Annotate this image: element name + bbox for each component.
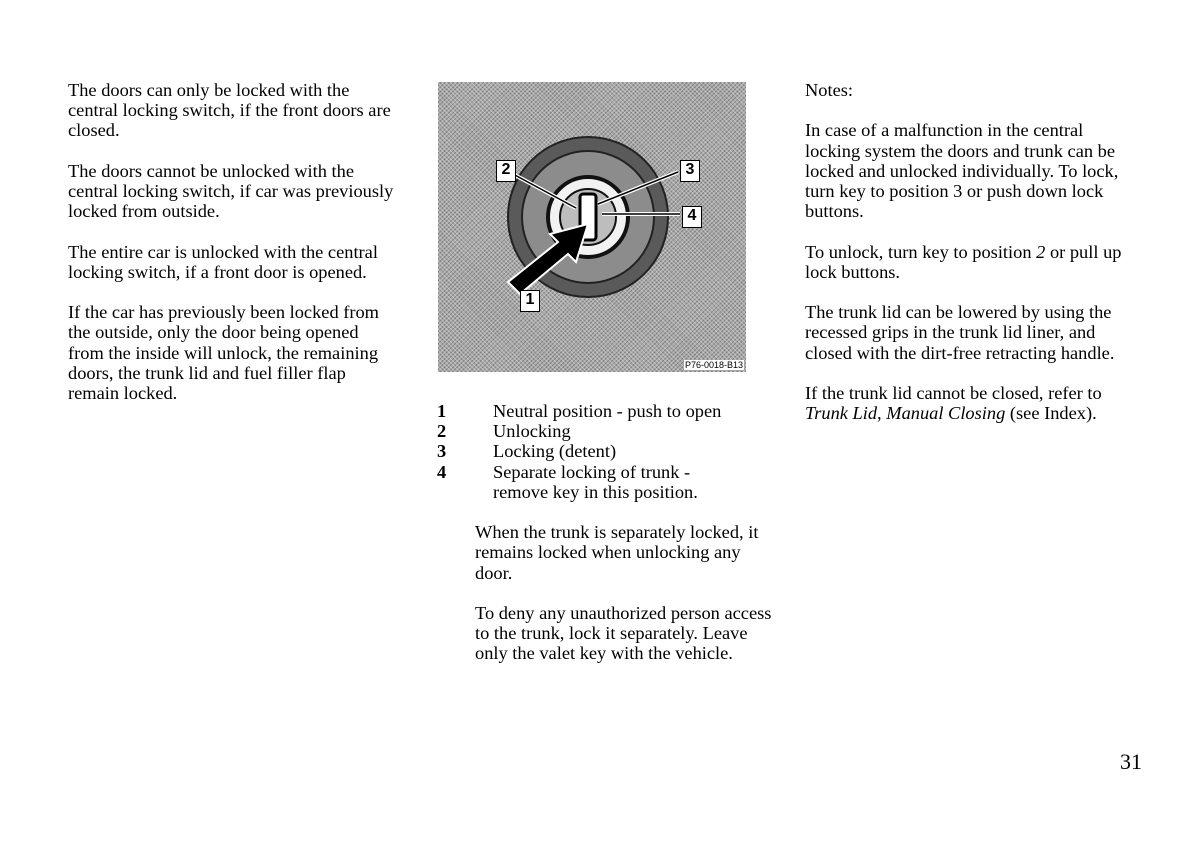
note-trunk-lowered: The trunk lid can be lowered by using the recessed grips in the trunk lid liner, and closed with the dirt-free retracting handle. <box>805 302 1115 363</box>
legend-number: 1 <box>437 401 447 421</box>
note-deny-access: To deny any unauthorized person access to the trunk, lock it separately. Leave only the valet key with the vehicle. <box>475 603 772 664</box>
legend-text: Unlocking <box>493 421 571 442</box>
middle-notes <box>475 522 775 663</box>
callout-1: 1 <box>520 290 540 312</box>
note-trunk-text-2: (see Index). <box>1005 403 1097 424</box>
figure-code: P76-0018-B13 <box>684 360 743 370</box>
legend-text: Separate locking of trunk - remove key in this position. <box>493 461 698 502</box>
paragraph-previously-locked: If the car has previously been locked from the outside, only the door being opened from the inside will unlock, the remaining doors, the trunk lid and fuel filler flap remain locked. <box>68 302 379 403</box>
paragraph-doors-unlocking: The doors cannot be unlocked with the central locking switch, if car was previously locked from outside. <box>68 160 394 222</box>
callout-3: 3 <box>680 160 700 182</box>
trunk-lock-figure <box>438 82 746 372</box>
note-separately-locked: When the trunk is separately locked, it remains locked when unlocking any door. <box>475 522 759 583</box>
note-malfunction: In case of a malfunction in the central locking system the doors and trunk can be locked and unlocked individually. To lock, turn key to position 3 or push down lock buttons. <box>805 120 1119 222</box>
legend-text: Locking (detent) <box>493 441 617 462</box>
callout-2: 2 <box>496 160 516 182</box>
left-column <box>68 80 398 423</box>
legend-number: 3 <box>437 441 447 462</box>
note-trunk-not-closed <box>805 383 1135 423</box>
legend-item <box>437 441 777 461</box>
note-trunk-text-1: If the trunk lid cannot be closed, refer to <box>805 382 1102 403</box>
page-number: 31 <box>1120 749 1142 774</box>
legend-number: 2 <box>437 421 447 442</box>
note-unlock-text-1: To unlock, turn key to position <box>805 241 1037 262</box>
legend-item <box>437 401 777 421</box>
paragraph-doors-locking: The doors can only be locked with the central locking switch, if the front doors are closed. <box>68 80 391 141</box>
callout-4: 4 <box>682 206 702 228</box>
paragraph-entire-car-unlocked: The entire car is unlocked with the central locking switch, if a front door is opened. <box>68 241 378 282</box>
cross-reference: Trunk Lid, Manual Closing <box>805 403 1006 424</box>
note-unlock-text-2: or pull up lock buttons. <box>805 241 1122 282</box>
legend-text: Neutral position - push to open <box>493 401 722 421</box>
note-unlock <box>805 242 1135 282</box>
right-column <box>805 80 1135 444</box>
note-unlock-position: 2 <box>1036 241 1046 262</box>
notes-heading: Notes: <box>805 80 854 100</box>
legend-item <box>437 462 777 502</box>
legend-item <box>437 421 777 441</box>
middle-column <box>437 401 777 684</box>
legend-number: 4 <box>437 461 447 482</box>
